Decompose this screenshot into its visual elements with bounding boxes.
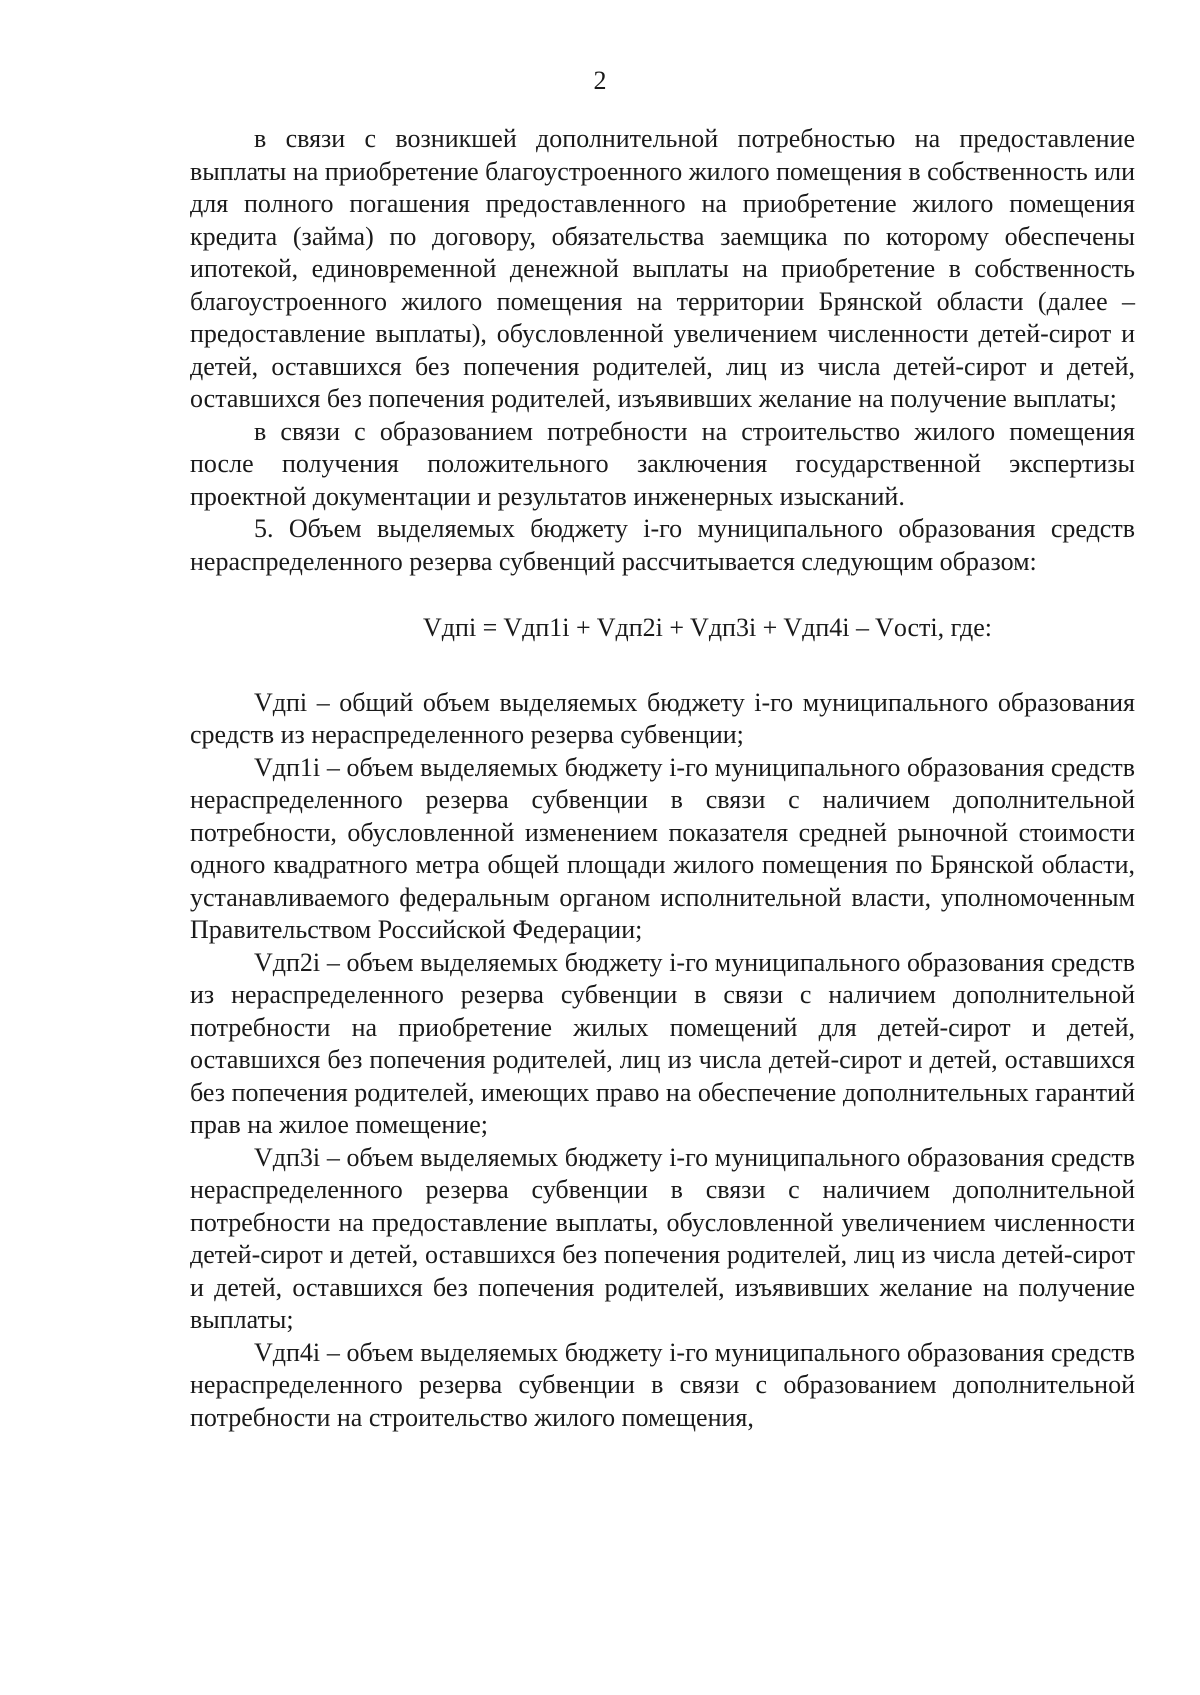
document-body [190, 123, 1135, 1434]
definition-vdp4i: Vдп4i – объем выделяемых бюджету i-го муниципального образования средств нераспределенного резерва субвенции в связи с образованием дополнительной потребности на строительство жилого помещения, [190, 1337, 1135, 1432]
paragraph-construction-need: в связи с образованием потребности на строительство жилого помещения после получения положительного заключения государственной экспертизы проектной документации и результатов инженерных изысканий. [190, 416, 1135, 511]
definition-vdpi: Vдпi – общий объем выделяемых бюджету i-го муниципального образования средств из нераспределенного резерва субвенции; [190, 687, 1135, 749]
definition-vdp2i: Vдп2i – объем выделяемых бюджету i-го муниципального образования средств из нераспределенного резерва субвенции в связи с наличием дополнительной потребности на приобретение жилых помещений для детей-сирот и детей, оставшихся без попечения родителей, лиц из числа детей-сирот и детей, оставшихся без попечения родителей, имеющих право на обеспечение дополнительных гарантий прав на жилое помещение; [190, 947, 1135, 1139]
definition-vdp3i: Vдп3i – объем выделяемых бюджету i-го муниципального образования средств нераспределенного резерва субвенции в связи с наличием дополнительной потребности на предоставление выплаты, обусловленной увеличением численности детей-сирот и детей, оставшихся без попечения родителей, лиц из числа детей-сирот и детей, оставшихся без попечения родителей, изъявивших желание на получение выплаты; [190, 1142, 1135, 1334]
formula: Vдпi = Vдп1i + Vдп2i + Vдп3i + Vдп4i – Vостi, где: [423, 613, 992, 642]
paragraph-item-5: 5. Объем выделяемых бюджету i-го муниципального образования средств нераспределенного резерва субвенций рассчитывается следующим образом: [190, 514, 1135, 576]
paragraph-payment-need: в связи с возникшей дополнительной потребностью на предоставление выплаты на приобретение благоустроенного жилого помещения в собственность или для полного погашения предоставленного на приобретение жилого помещения кредита (займа) по договору, обязательства заемщика по которому обеспечены ипотекой, единовременной денежной выплаты на приобретение в собственность благоустроенного жилого помещения на территории Брянской области (далее – предоставление выплаты), обусловленной увеличением численности детей-сирот и детей, оставшихся без попечения родителей, лиц из числа детей-сирот и детей, оставшихся без попечения родителей, изъявивших желание на получение выплаты; [190, 124, 1135, 413]
definition-vdp1i: Vдп1i – объем выделяемых бюджету i-го муниципального образования средств нераспределенного резерва субвенции в связи с наличием дополнительной потребности, обусловленной изменением показателя средней рыночной стоимости одного квадратного метра общей площади жилого помещения по Брянской области, устанавливаемого федеральным органом исполнительной власти, уполномоченным Правительством Российской Федерации; [190, 752, 1135, 944]
page-number: 2 [593, 66, 607, 95]
